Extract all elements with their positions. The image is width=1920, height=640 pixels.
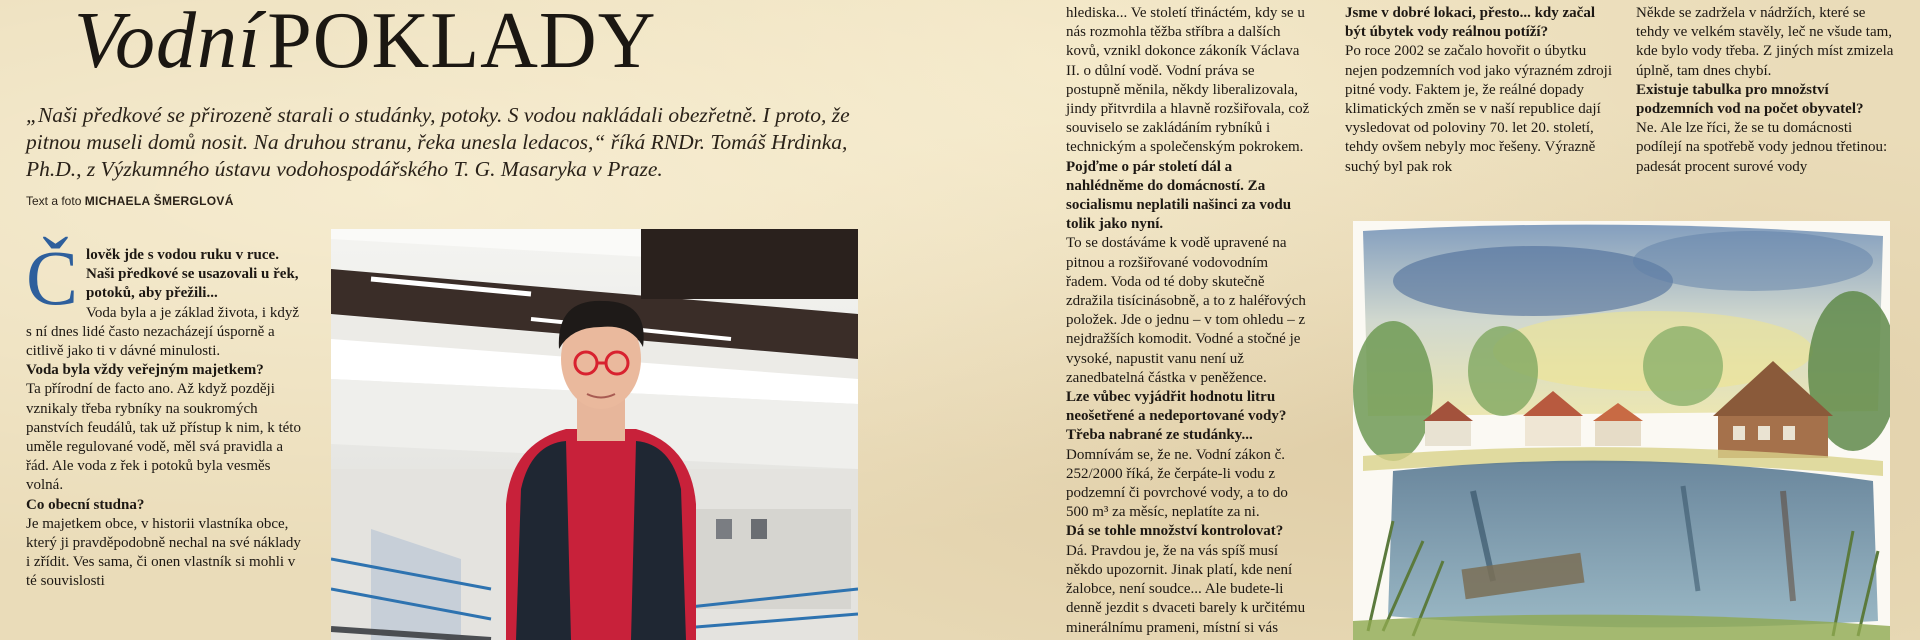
title-italic: Vodní bbox=[74, 0, 262, 85]
drop-cap: Č bbox=[26, 234, 79, 321]
answer-paragraph: hlediska... Ve století třináctém, kdy se u nás rozmohla těžba stříbra a dalších kovů, vznikl dokonce zákoník Václava II. o důlní vodě. Vodní práva se postupně měnila, někdy liberalizovala, jindy přitvrdila a hlavně rozšiřovala, což souviselo se zakládáním rybníků i technickým a společenským pokrokem. bbox=[1066, 5, 1310, 156]
answer-paragraph: Po roce 2002 se začalo hovořit o úbytku nejen podzemních vod jako výrazném zdroji pitné vody. Faktem je, že reálné dopady klimatických změn se v naší republice dají vysledovat od poloviny 70. let 20. století, tehdy ovšem nebyly moc řešeny. Výrazně suchý byl pak rok bbox=[1345, 43, 1612, 175]
answer-paragraph: Je majetkem obce, v historii vlastníka obce, který ji pravděpodobně nechal na své náklady i zřídit. Ves sama, či onen vlastník si mohli v té souvislosti bbox=[26, 515, 301, 590]
answer-paragraph: Voda byla a je základ života, i když s ní dnes lidé často nezacházejí úsporně a citlivě jako ti v dávné minulosti. bbox=[26, 304, 300, 360]
intro-text: lověk jde s vodou ruku v ruce. Naši předkové se usazovali u řek, potoků, aby přežili... bbox=[86, 247, 299, 302]
text-column-3 bbox=[1066, 4, 1311, 638]
answer-paragraph: Ne. Ale lze říci, že se tu domácnosti podílejí na spotřebě vody jednou třetinou: padesát procent surové vody bbox=[1636, 120, 1888, 175]
question-heading: Lze vůbec vyjádřit hodnotu litru neošetřené a nedeportované vody? Třeba nabrané ze studánky... bbox=[1066, 389, 1287, 444]
answer-paragraph: Dá. Pravdou je, že na vás spíš musí někdo upozornit. Jinak platí, kde není žalobce, není soudce... Ale budete-li denně jezdit s dvaceti barely k určitému minerálnímu prameni, místní si vás bbox=[1066, 542, 1306, 636]
watercolor-painting bbox=[1353, 221, 1890, 640]
lead-paragraph: „Naši předkové se přirozeně starali o studánky, potoky. S vodou nakládali obezřetně. I proto, že pitnou museli domů nosit. Na druhou stranu, řeka unesla ledacos,“ říká RNDr. Tomáš Hrdinka, Ph.D., z Výzkumného ústavu vodohospodářského T. G. Masaryka v Praze. bbox=[26, 103, 850, 181]
article-title bbox=[74, 0, 894, 94]
portrait-photo bbox=[331, 229, 858, 640]
author-credit bbox=[26, 194, 234, 208]
text-column-5 bbox=[1636, 4, 1898, 177]
question-heading: Existuje tabulka pro množství podzemních vod na počet obyvatel? bbox=[1636, 81, 1864, 118]
watercolor-village-pond-image bbox=[1353, 221, 1890, 640]
question-heading: Pojďme o pár století dál a nahlédněme do domácností. Za socialismu neplatili našinci za vodu tolik jako nyní. bbox=[1066, 158, 1292, 233]
credit-prefix: Text a foto bbox=[26, 194, 82, 208]
title-caps: POKLADY bbox=[267, 0, 657, 85]
question-heading: Dá se tohle množství kontrolovat? bbox=[1066, 523, 1284, 540]
question-heading: Voda byla vždy veřejným majetkem? bbox=[26, 362, 264, 379]
answer-paragraph: Ta přírodní de facto ano. Až když později vznikaly třeba rybníky na soukromých panstvích feudálů, tak už přístup k nim, k této uměle regulované vodě, měl svá pravidla a řád. Ale voda z řek i potoků byla vesměs volná. bbox=[26, 381, 301, 494]
text-column-4 bbox=[1345, 4, 1615, 177]
credit-name: MICHAELA ŠMERGLOVÁ bbox=[84, 194, 234, 208]
answer-paragraph: Někde se zadržela v nádržích, které se tehdy ve velkém stavěly, leč ne všude tam, kde bylo vody třeba. Z jiných míst zmizela úplně, tam dnes chybí. bbox=[1636, 5, 1894, 79]
question-heading: Jsme v dobré lokaci, přesto... kdy začal být úbytek vody reálnou potíží? bbox=[1345, 5, 1595, 41]
text-column-1 bbox=[26, 234, 306, 592]
question-heading: Co obecní studna? bbox=[26, 496, 145, 513]
answer-paragraph: Domnívám se, že ne. Vodní zákon č. 252/2000 říká, že čerpáte-li vodu z podzemní či povrchové vody, a to do 500 m³ za měsíc, neplatíte za ni. bbox=[1066, 446, 1288, 521]
portrait-photo-image bbox=[331, 229, 858, 640]
answer-paragraph: To se dostáváme k vodě upravené na pitnou a rozšiřované vodovodním řadem. Voda od té doby skutečně zdražila tisícinásobně, a to z haléřových položek. Jde o jednu – v tom ohledu – z nejdražších komodit. Vodné a stočné je vysoké, napustit vanu není už zanedbatelná částka v peněžence. bbox=[1066, 235, 1306, 386]
